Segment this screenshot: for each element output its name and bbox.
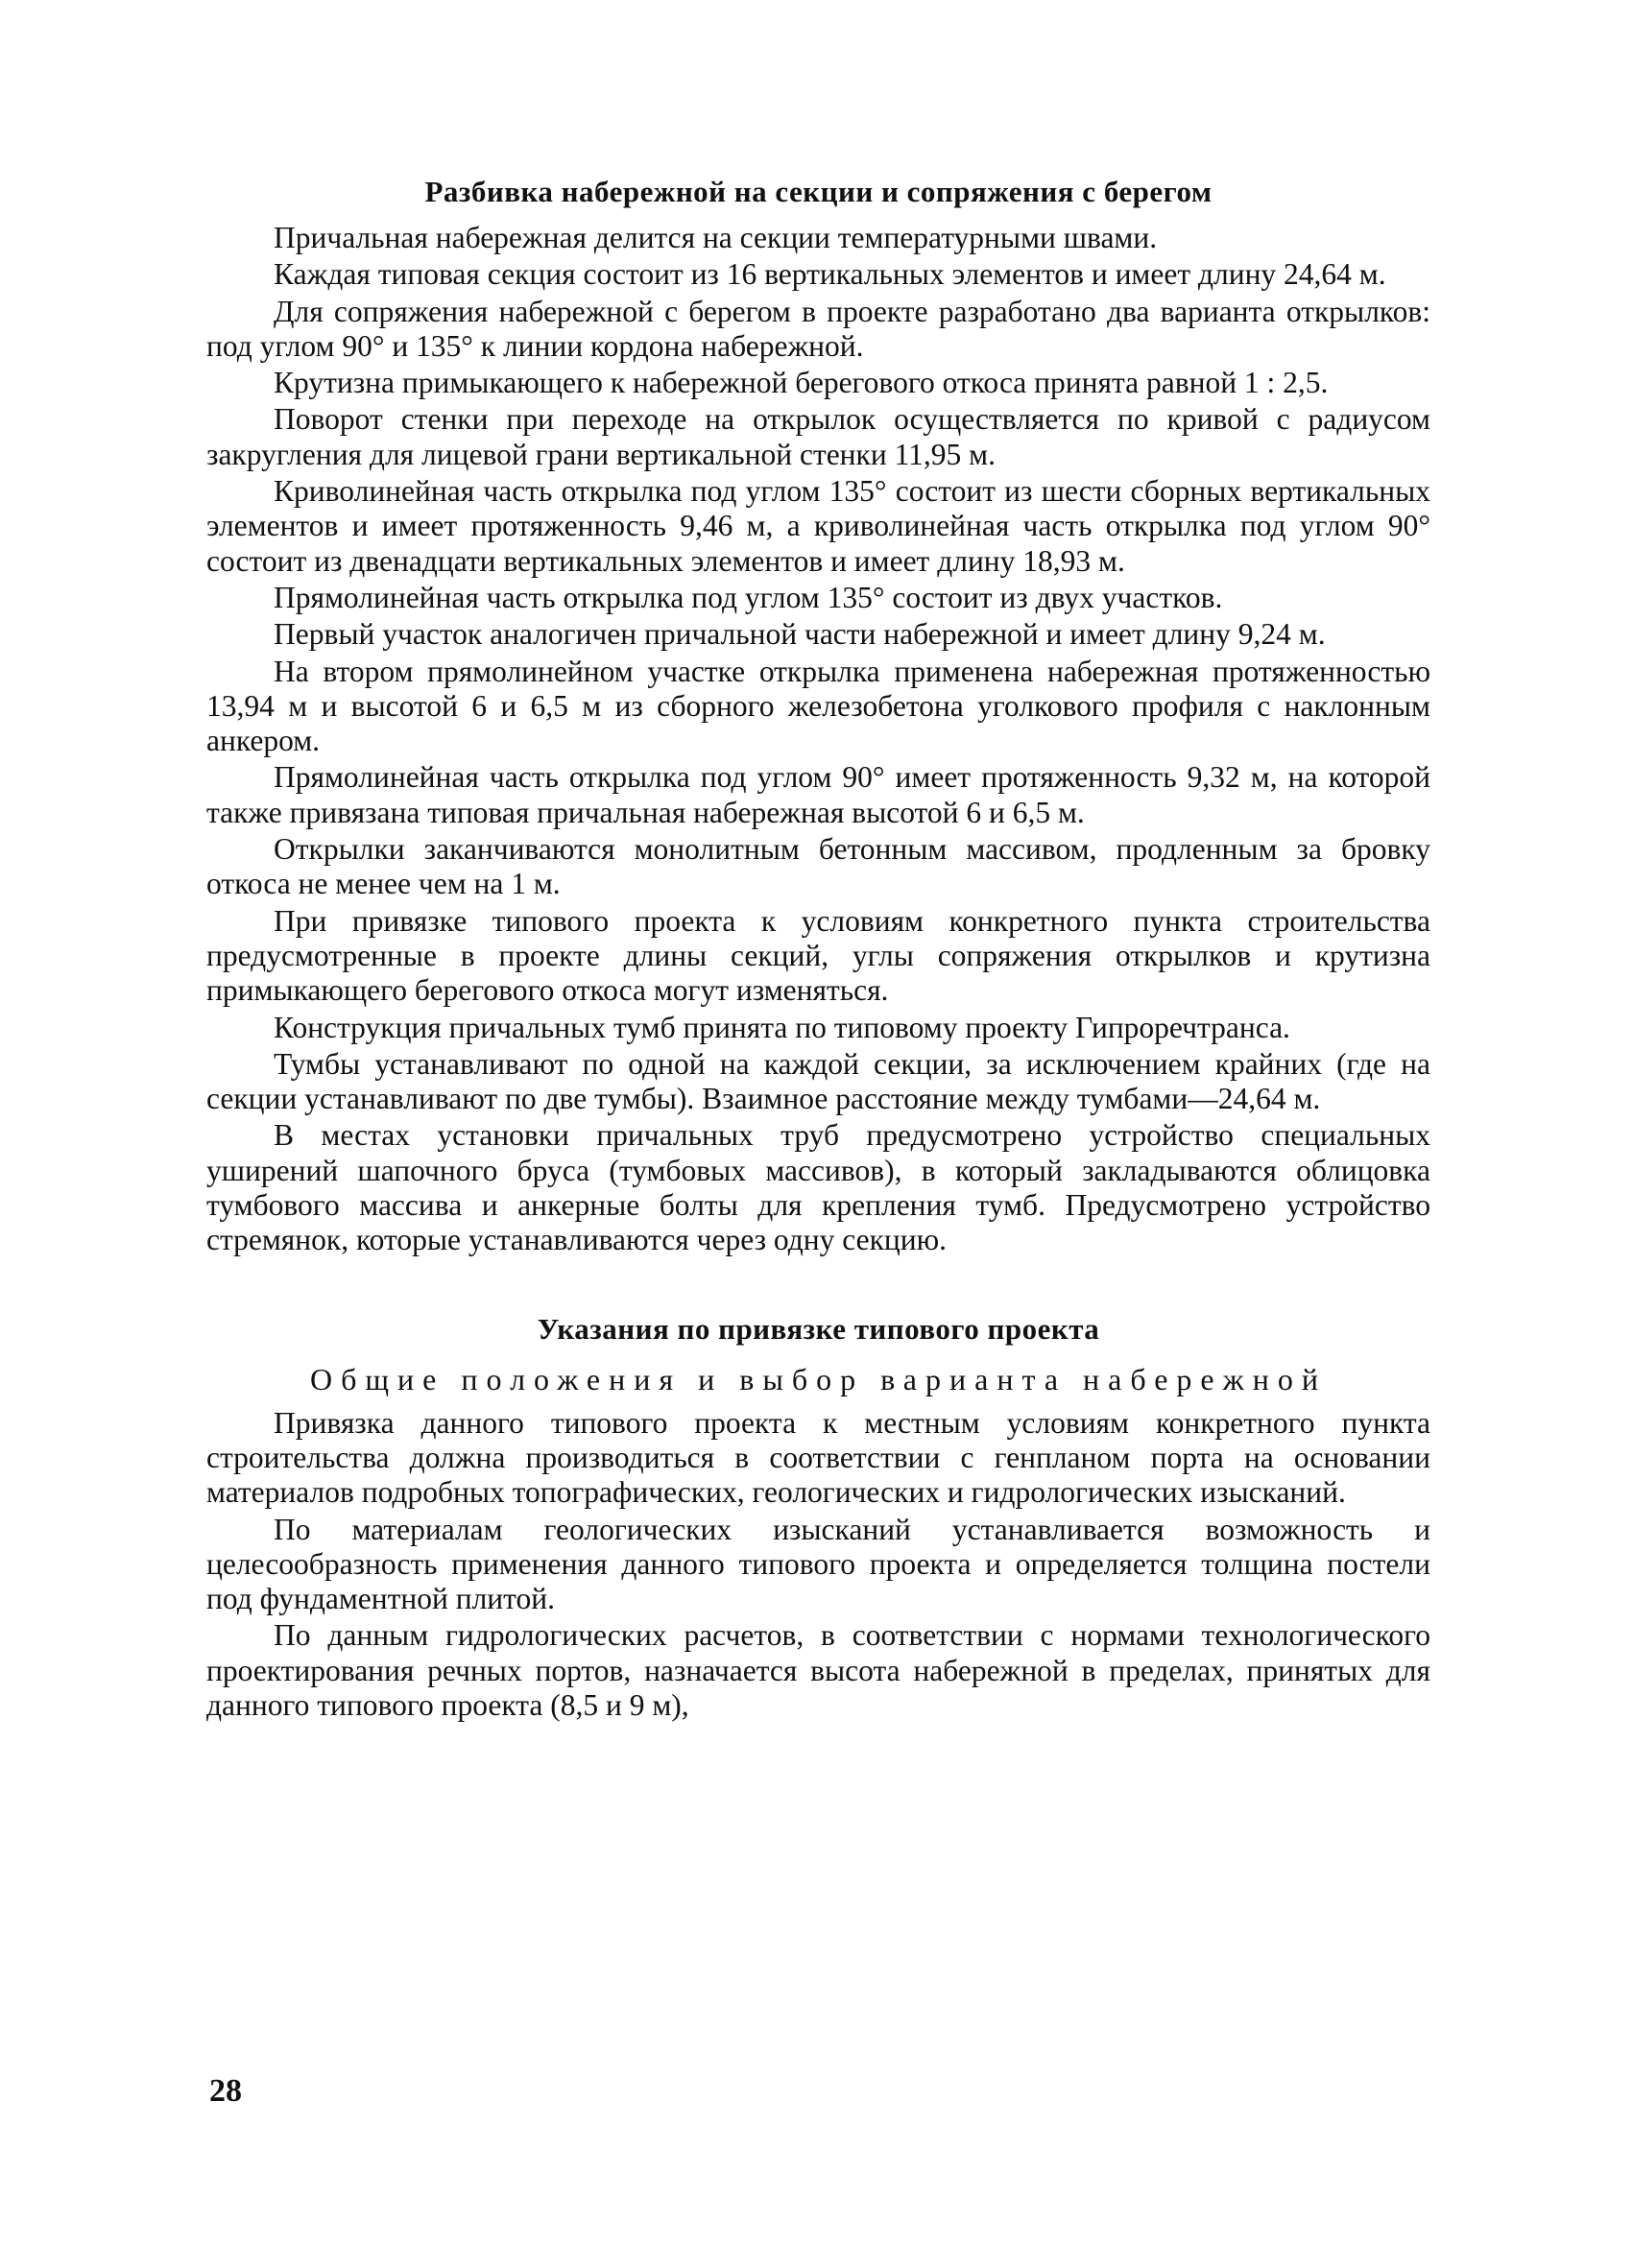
paragraph: Тумбы устанавливают по одной на каждой секции, за исключением крайних (где на секции устанавливают по две тумбы). Взаимное расстояние между тумбами—24,64 м. <box>206 1046 1430 1116</box>
paragraph: На втором прямолинейном участке открылка применена набережная протяженностью 13,94 м и высотой 6 и 6,5 м из сборного железобетона уголкового профиля с наклонным анкером. <box>206 654 1430 758</box>
page-number: 28 <box>209 2073 242 2109</box>
paragraph: Поворот стенки при переходе на открылок осуществляется по кривой с радиусом закругления для лицевой грани вертикальной стенки 11,95 м. <box>206 402 1430 471</box>
section-title: Указания по привязке типового проекта <box>537 1311 1100 1346</box>
paragraph: По материалам геологических изысканий устанавливается возможность и целесообразность применения данного типового проекта и определяется толщина постели под фундаментной плитой. <box>206 1512 1430 1616</box>
paragraph: Для сопряжения набережной с берегом в проекте разработано два варианта открылков: под углом 90° и 135° к линии кордона набережной. <box>206 294 1430 363</box>
section-body <box>206 1406 1430 1724</box>
paragraph: Каждая типовая секция состоит из 16 вертикальных элементов и имеет длину 24,64 м. <box>274 257 1386 292</box>
paragraph: Крутизна примыкающего к набережной берегового откоса принята равной 1 : 2,5. <box>274 366 1329 400</box>
section-body <box>206 221 1430 1258</box>
section-title: Разбивка набережной на секции и сопряжения с берегом <box>424 175 1213 208</box>
paragraph: Открылки заканчиваются монолитным бетонным массивом, продленным за бровку откоса не менее чем на 1 м. <box>206 832 1430 901</box>
paragraph: В местах установки причальных труб предусмотрено устройство специальных уширений шапочного бруса (тумбовых массивов), в который закладываются облицовка тумбового массива и анкерные болты для крепления тумб. Предусмотрено устройство стремянок, которые устанавливаются через одну секцию. <box>206 1118 1430 1257</box>
paragraph: По данным гидрологических расчетов, в соответствии с нормами технологического проектирования речных портов, назначается высота набережной в пределах, принятых для данного типового проекта (8,5 и 9 м), <box>206 1618 1430 1722</box>
paragraph: Прямолинейная часть открылка под углом 135° состоит из двух участков. <box>274 580 1223 614</box>
paragraph: Прямолинейная часть открылка под углом 90° имеет протяженность 9,32 м, на которой также привязана типовая причальная набережная высотой 6 и 6,5 м. <box>206 760 1430 829</box>
page-content <box>206 173 1430 1725</box>
paragraph: При привязке типового проекта к условиям конкретного пункта строительства предусмотренные в проекте длины секций, углы сопряжения открылков и крутизна примыкающего берегового откоса могут изменяться. <box>206 903 1430 1008</box>
paragraph: Первый участок аналогичен причальной части набережной и имеет длину 9,24 м. <box>274 617 1326 652</box>
paragraph: Причальная набережная делится на секции температурными швами. <box>274 221 1158 254</box>
section-subtitle: Общие положения и выбор варианта набережной <box>310 1361 1327 1397</box>
paragraph: Привязка данного типового проекта к местным условиям конкретного пункта строительства должна производиться в соответствии с генпланом порта на основании материалов подробных топографических, геологических и гидрологических изысканий. <box>206 1405 1430 1510</box>
paragraph: Криволинейная часть открылка под углом 135° состоит из шести сборных вертикальных элементов и имеет протяженность 9,46 м, а криволинейная часть открылка под углом 90° состоит из двенадцати вертикальных элементов и имеет длину 18,93 м. <box>206 474 1430 578</box>
paragraph: Конструкция причальных тумб принята по типовому проекту Гипроречтранса. <box>274 1010 1290 1044</box>
